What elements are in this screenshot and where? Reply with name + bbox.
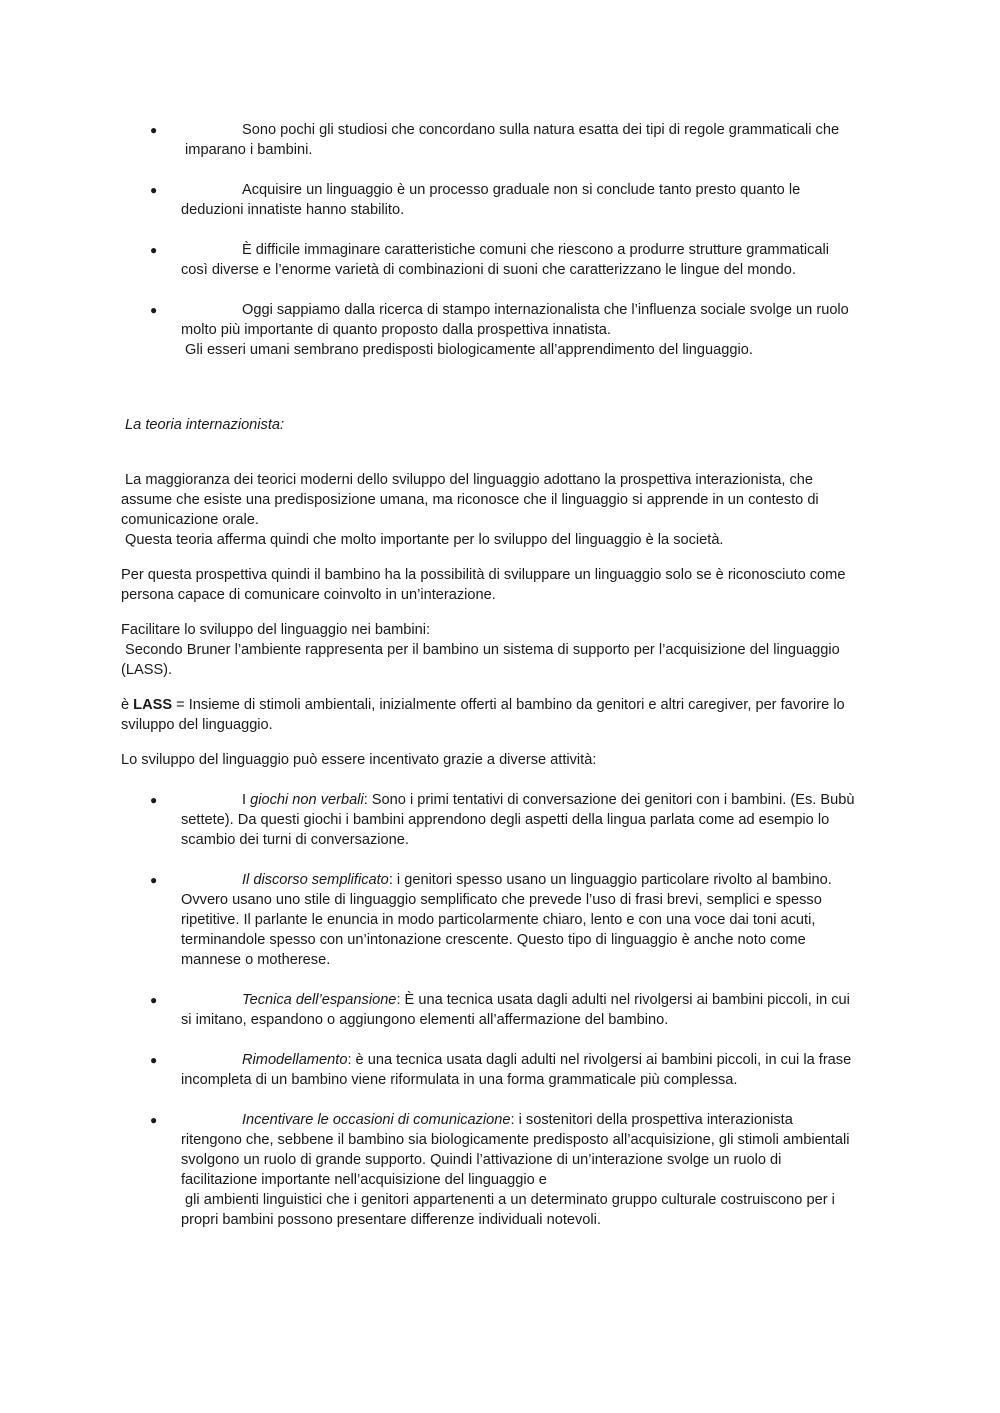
bullet-icon: ● <box>150 793 158 807</box>
list-item-text: scambio dei turni di conversazione. <box>181 832 409 848</box>
list-item-term: Incentivare le occasioni di comunicazione <box>242 1112 511 1128</box>
paragraph-line: La maggioranza dei teorici moderni dello sviluppo del linguaggio adottano la prospettiva interazionista, che <box>121 472 814 488</box>
list-item-text: Ovvero usano uno stile di linguaggio semplificato che prevede l’uso di frasi brevi, semplici e spesso <box>181 892 822 908</box>
list-item-term: Tecnica dell’espansione <box>242 992 397 1008</box>
paragraph-line: Questa teoria afferma quindi che molto importante per lo sviluppo del linguaggio è la società. <box>121 532 724 548</box>
bullet-icon: ● <box>150 1113 158 1127</box>
list-item-text: molto più importante di quanto proposto dalla prospettiva innatista. <box>181 322 611 338</box>
paragraph-line: Secondo Bruner l’ambiente rappresenta per il bambino un sistema di supporto per l’acquisizione del linguaggio <box>121 642 840 658</box>
bullet-icon: ● <box>150 873 158 887</box>
bullet-icon: ● <box>150 1053 158 1067</box>
list-item-text: terminandole spesso con un’intonazione crescente. Questo tipo di linguaggio è anche noto come <box>181 932 806 948</box>
lass-prefix: è <box>121 697 134 713</box>
list-item-text: ripetitive. Il parlante le enuncia in modo particolarmente chiaro, lento e con una voce dai toni acuti, <box>181 912 816 928</box>
list-item-text: deduzioni innatiste hanno stabilito. <box>181 202 405 218</box>
list-item-text: : i sostenitori della prospettiva interazionista <box>510 1112 793 1128</box>
list-item-text: : Sono i primi tentativi di conversazione dei genitori con i bambini. (Es. Bubù <box>363 792 855 808</box>
list-item-text: così diverse e l’enorme varietà di combinazioni di suoni che caratterizzano le lingue del mondo. <box>181 262 796 278</box>
section-heading: La teoria internazionista: <box>121 417 285 433</box>
list-item-pre: I <box>242 792 251 808</box>
list-item-text: : i genitori spesso usano un linguaggio particolare rivolto al bambino. <box>388 872 832 888</box>
list-item-text: settete). Da questi giochi i bambini apprendono degli aspetti della lingua parlata come ad esempio lo <box>181 812 830 828</box>
bullet-icon: ● <box>150 303 158 317</box>
list-item-text: Acquisire un linguaggio è un processo graduale non si conclude tanto presto quanto le <box>242 182 801 198</box>
list-item-term: Il discorso semplificato <box>242 872 389 888</box>
bullet-icon: ● <box>150 993 158 1007</box>
list-item-text: : è una tecnica usata dagli adulti nel rivolgersi ai bambini piccoli, in cui la frase <box>347 1052 852 1068</box>
lass-term: LASS <box>133 697 173 713</box>
paragraph-line: (LASS). <box>121 662 173 678</box>
list-item-text: : È una tecnica usata dagli adulti nel rivolgersi ai bambini piccoli, in cui <box>396 992 850 1008</box>
list-item-text: propri bambini possono presentare differenze individuali notevoli. <box>181 1212 601 1228</box>
bullet-icon: ● <box>150 243 158 257</box>
list-item-term: giochi non verbali <box>250 792 364 808</box>
list-item-text: mannese o motherese. <box>181 952 331 968</box>
list-item-text: È difficile immaginare caratteristiche comuni che riescono a produrre strutture grammaticali <box>242 242 829 258</box>
lass-rest: = Insieme di stimoli ambientali, inizialmente offerti al bambino da genitori e altri caregiver, per favorire lo <box>172 697 845 713</box>
list-item-text: facilitazione importante nell’acquisizione del linguaggio e <box>181 1172 547 1188</box>
paragraph-line: Facilitare lo sviluppo del linguaggio nei bambini: <box>121 622 431 638</box>
list-item-text: incompleta di un bambino viene riformulata in una forma grammaticale più complessa. <box>181 1072 738 1088</box>
paragraph-line: Per questa prospettiva quindi il bambino ha la possibilità di sviluppare un linguaggio solo se è riconosciuto come <box>121 567 846 583</box>
paragraph-line: assume che esiste una predisposizione umana, ma riconosce che il linguaggio si apprende in un contesto di <box>121 492 819 508</box>
list-item-text: gli ambienti linguistici che i genitori appartenenti a un determinato gruppo culturale costruiscono per i <box>181 1192 835 1208</box>
paragraph-line: sviluppo del linguaggio. <box>121 717 273 733</box>
activities-intro: Lo sviluppo del linguaggio può essere incentivato grazie a diverse attività: <box>121 752 597 768</box>
bullet-icon: ● <box>150 183 158 197</box>
paragraph-line: comunicazione orale. <box>121 512 259 528</box>
list-item-text: Oggi sappiamo dalla ricerca di stampo internazionalista che l’influenza sociale svolge un ruolo <box>242 302 849 318</box>
list-item-text: Sono pochi gli studiosi che concordano sulla natura esatta dei tipi di regole grammaticali che <box>242 122 840 138</box>
list-item-text: si imitano, espandono o aggiungono elementi all’affermazione del bambino. <box>181 1012 669 1028</box>
list-item-text: ritengono che, sebbene il bambino sia biologicamente predisposto all’acquisizione, gli stimoli ambientali <box>181 1132 850 1148</box>
list-item-term: Rimodellamento <box>242 1052 348 1068</box>
paragraph-line: persona capace di comunicare coinvolto in un’interazione. <box>121 587 496 603</box>
list-item-text: Gli esseri umani sembrano predisposti biologicamente all’apprendimento del linguaggio. <box>181 342 753 358</box>
bullet-icon: ● <box>150 123 158 137</box>
list-item-text: imparano i bambini. <box>181 142 313 158</box>
list-item-text: svolgono un ruolo di grande supporto. Quindi l’attivazione di un’interazione svolge un ruolo di <box>181 1152 782 1168</box>
